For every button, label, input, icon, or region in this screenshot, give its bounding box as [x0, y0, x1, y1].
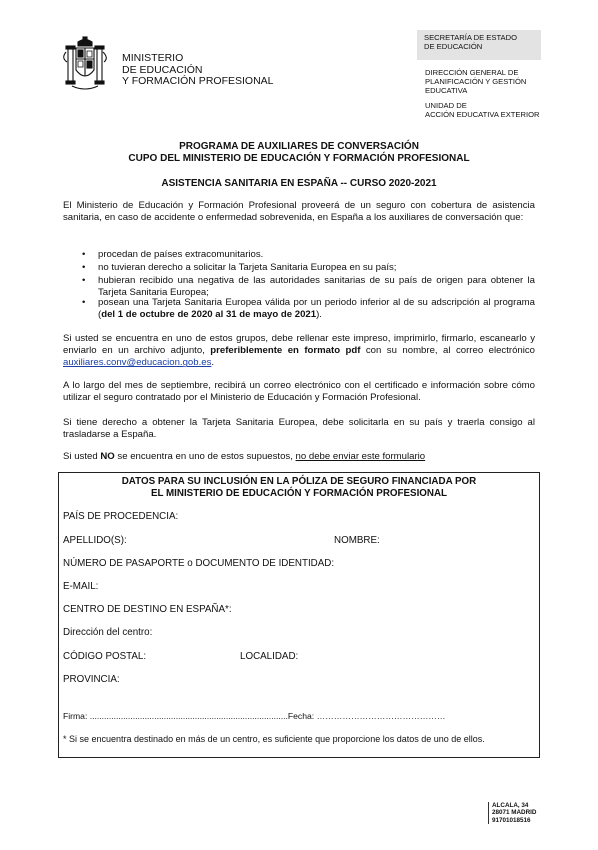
- instructions-text-end: .: [211, 357, 215, 369]
- bullet-symbol: •: [82, 262, 86, 273]
- signature-date-line[interactable]: Firma: ...................................................................................Fecha: ………………………………………: [63, 711, 446, 721]
- secretaria-box: [417, 30, 541, 60]
- exclusion-text-mid: se encuentra en uno de estos supuestos,: [114, 451, 296, 462]
- direccion-general: [425, 68, 575, 95]
- secretaria-line: DE EDUCACIÓN: [424, 42, 483, 51]
- list-item: [63, 249, 535, 262]
- form-footnote: * Si se encuentra destinado en más de un centro, es suficiente que proporcione los datos de uno de ellos.: [63, 734, 485, 744]
- unidad-line: UNIDAD DE: [425, 101, 467, 110]
- instructions-text-mid: con su nombre, al correo electrónico: [360, 345, 536, 357]
- bullet-symbol: •: [82, 297, 86, 308]
- pdf-format-note: preferiblemente en formato pdf: [210, 345, 361, 357]
- instructions-text: Si usted se encuentra en uno de estos grupos, debe rellenar este impreso, imprimirlo, firmarlo, escanearlo y enviarlo en un archivo adjunto,: [63, 333, 535, 357]
- ministry-line: DE EDUCACIÓN: [122, 63, 203, 76]
- exclusion-text: Si usted: [63, 451, 101, 462]
- coat-of-arms-icon: [62, 36, 108, 92]
- date-range: del 1 de octubre de 2020 al 31 de mayo de 2021: [101, 309, 317, 320]
- form-heading: DATOS PARA SU INCLUSIÓN EN LA PÓLIZA DE SEGURO FINANCIADA POR: [121, 476, 477, 487]
- instructions-paragraph: [63, 333, 535, 370]
- direccion-centro-field[interactable]: Dirección del centro:: [63, 627, 153, 638]
- unidad-line: ACCIÓN EDUCATIVA EXTERIOR: [425, 110, 540, 119]
- localidad-field[interactable]: LOCALIDAD:: [240, 651, 299, 662]
- intro-paragraph: El Ministerio de Educación y Formación Profesional proveerá de un seguro con cobertura de asistencia sanitaria, en caso de accidente o enfermedad sobrevenida, en España a los auxiliares de conversación que:: [63, 200, 535, 224]
- crest-drawing: [64, 37, 107, 89]
- program-subtitle: CUPO DEL MINISTERIO DE EDUCACIÓN Y FORMACIÓN PROFESIONAL: [128, 153, 470, 164]
- address-line: ALCALA, 34: [492, 802, 529, 809]
- list-item: [63, 297, 535, 322]
- list-item-text: [98, 297, 535, 321]
- nombre-field[interactable]: NOMBRE:: [334, 535, 380, 546]
- direccion-line: PLANIFICACIÓN Y GESTIÓN: [425, 77, 527, 86]
- ministry-line: Y FORMACIÓN PROFESIONAL: [122, 75, 274, 87]
- list-item-text-end: ).: [316, 309, 322, 320]
- list-item-text-start: posean una Tarjeta Sanitaria Europea válida por un periodo inferior al de su adscripción al programa (: [98, 297, 535, 320]
- form-heading: EL MINISTERIO DE EDUCACIÓN Y FORMACIÓN PROFESIONAL: [150, 488, 448, 499]
- exclusion-paragraph: [63, 451, 535, 463]
- unidad-accion: [425, 101, 575, 119]
- do-not-send-note: no debe enviar este formulario: [295, 451, 426, 462]
- certificate-paragraph: A lo largo del mes de septiembre, recibirá un correo electrónico con el certificado e información sobre cómo utilizar el seguro contratado por el Ministerio de Educación y Formación Profesional.: [63, 380, 535, 404]
- postal-address: [488, 802, 536, 824]
- direccion-line: DIRECCIÓN GENERAL DE: [425, 68, 519, 77]
- exclusion-no: NO: [100, 451, 115, 462]
- email-field[interactable]: E-MAIL:: [63, 581, 99, 592]
- pais-field[interactable]: PAÍS DE PROCEDENCIA:: [63, 511, 179, 522]
- centro-field[interactable]: CENTRO DE DESTINO EN ESPAÑA*:: [63, 604, 232, 615]
- section-title: ASISTENCIA SANITARIA EN ESPAÑA -- CURSO 2020-2021: [161, 178, 437, 189]
- program-title: PROGRAMA DE AUXILIARES DE CONVERSACIÓN: [179, 141, 419, 152]
- address-line: 91701018516: [492, 816, 531, 824]
- list-item: [63, 262, 535, 275]
- apellidos-field[interactable]: APELLIDO(S):: [63, 535, 127, 546]
- address-line: 28071 MADRID: [492, 809, 537, 817]
- bullet-symbol: •: [82, 249, 86, 260]
- bullet-symbol: •: [82, 275, 86, 286]
- list-item-text: procedan de países extracomunitarios.: [98, 249, 264, 260]
- direccion-line: EDUCATIVA: [425, 86, 468, 95]
- codigo-postal-field[interactable]: CÓDIGO POSTAL:: [63, 651, 147, 662]
- provincia-field[interactable]: PROVINCIA:: [63, 674, 120, 685]
- email-link[interactable]: auxiliares.conv@educacion.gob.es: [63, 357, 212, 369]
- ministry-line: MINISTERIO: [122, 52, 184, 64]
- european-card-paragraph: Si tiene derecho a obtener la Tarjeta Sanitaria Europea, debe solicitarla en su país y traerla consigo al trasladarse a España.: [63, 417, 535, 441]
- secretaria-line: SECRETARÍA DE ESTADO: [424, 33, 517, 42]
- list-item-text: no tuvieran derecho a solicitar la Tarjeta Sanitaria Europea en su país;: [98, 262, 397, 273]
- ministry-name: [122, 53, 274, 88]
- pasaporte-field[interactable]: NÚMERO DE PASAPORTE o DOCUMENTO DE IDENTIDAD:: [63, 558, 335, 569]
- list-item-text: hubieran recibido una negativa de las autoridades sanitarias de su país de origen para obtener la Tarjeta Sanitaria Europea;: [98, 275, 535, 298]
